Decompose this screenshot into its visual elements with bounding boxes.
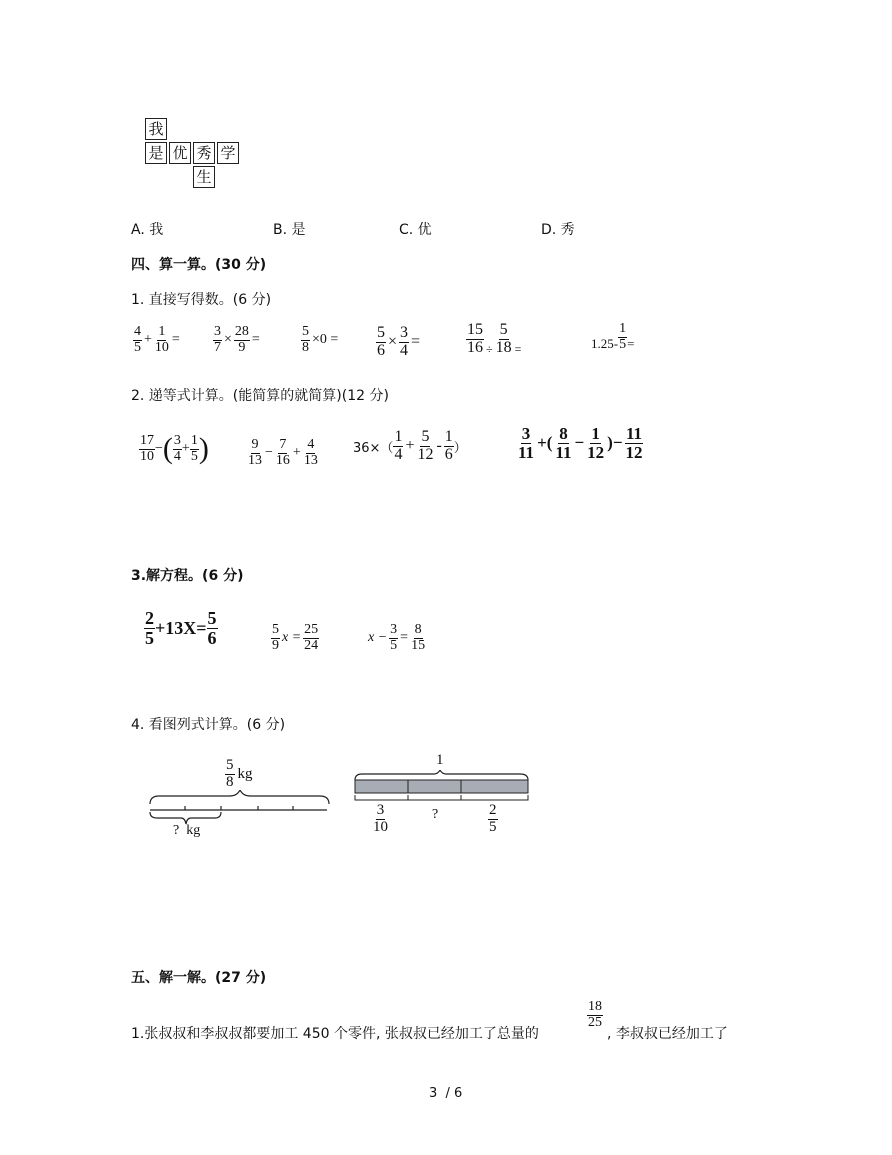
q4-right-top-label: 1 — [436, 752, 444, 768]
q4-left-diagram — [145, 790, 335, 826]
q1-expr-3: $\frac{5}{8}$ ×0 = — [302, 324, 339, 355]
choice-b: B. 是 — [273, 222, 306, 238]
q2-expr-3: 36×（ $\frac{1}{4}$ + $\frac{5}{12}$ - $\frac{1}{6}$ ） — [353, 428, 467, 463]
q3-expr-3: x − $\frac{3}{5}$ = $\frac{8}{15}$ — [368, 622, 426, 653]
grid-cell: 学 — [217, 142, 239, 164]
bar-segment — [355, 780, 528, 793]
q1-title: 1. 直接写得数。(6 分) — [131, 292, 272, 308]
q2-expr-4: $\frac{3}{11}$ +( $\frac{8}{11}$ − $\frac{1}{12}$ )− $\frac{11}{12}$ — [518, 424, 643, 462]
grid-cell: 生 — [193, 166, 215, 188]
grid-cell: 我 — [145, 118, 167, 140]
grid-cell: 优 — [169, 142, 191, 164]
page-number: 3 / 6 — [429, 1086, 463, 1101]
choice-c: C. 优 — [399, 222, 432, 238]
s5-q1-text-a: 1.张叔叔和李叔叔都要加工 450 个零件, 张叔叔已经加工了总量的 — [131, 1026, 539, 1042]
choice-a: A. 我 — [131, 222, 164, 238]
grid-cell: 是 — [145, 142, 167, 164]
q4-right-diagram — [350, 770, 534, 804]
q4-right-right-frac: $\frac{2}{5}$ — [489, 802, 497, 835]
q1-expr-5: $\frac{15}{16}$ ÷ $\frac{5}{18}$ = — [467, 321, 522, 356]
q3-expr-1: $\frac{2}{5}$ +13X= $\frac{5}{6}$ — [145, 608, 217, 648]
q4-right-mid-label: ? — [432, 807, 439, 822]
q3-expr-2: $\frac{5}{9}$ x = $\frac{25}{24}$ — [272, 622, 319, 653]
section-5-title: 五、解一解。(27 分) — [131, 970, 267, 986]
s5-q1-fraction: $\frac{18}{25}$ — [588, 999, 602, 1030]
q4-title: 4. 看图列式计算。(6 分) — [131, 717, 286, 733]
q2-expr-2: $\frac{9}{13}$ − $\frac{7}{16}$ + $\frac{4}{13}$ — [248, 437, 318, 468]
choice-d: D. 秀 — [541, 222, 575, 238]
q1-expr-4: $\frac{5}{6}$ × $\frac{3}{4}$ = — [377, 324, 421, 359]
q1-expr-1: $\frac{4}{5}$ + $\frac{1}{10}$ = — [134, 324, 180, 355]
q1-expr-2: $\frac{3}{7}$ × $\frac{28}{9}$ = — [214, 324, 260, 355]
q4-right-left-frac: $\frac{3}{10}$ — [373, 802, 388, 835]
q3-title: 3.解方程。(6 分) — [131, 568, 244, 584]
q4-left-bottom-label: ? kg — [173, 823, 201, 838]
s5-q1-text-b: , 李叔叔已经加工了 — [607, 1026, 728, 1042]
q2-expr-1: $\frac{17}{10}$ − ( $\frac{3}{4}$ + $\frac{1}{5}$ ) — [140, 432, 209, 466]
q2-title: 2. 递等式计算。(能简算的就简算)(12 分) — [131, 388, 389, 404]
q1-expr-6: 1.25- $\frac{1}{5}$ = — [591, 321, 635, 352]
section-4-title: 四、算一算。(30 分) — [131, 257, 267, 273]
grid-cell: 秀 — [193, 142, 215, 164]
q4-left-top-label: $\frac{5}{8}$ kg — [226, 757, 253, 790]
